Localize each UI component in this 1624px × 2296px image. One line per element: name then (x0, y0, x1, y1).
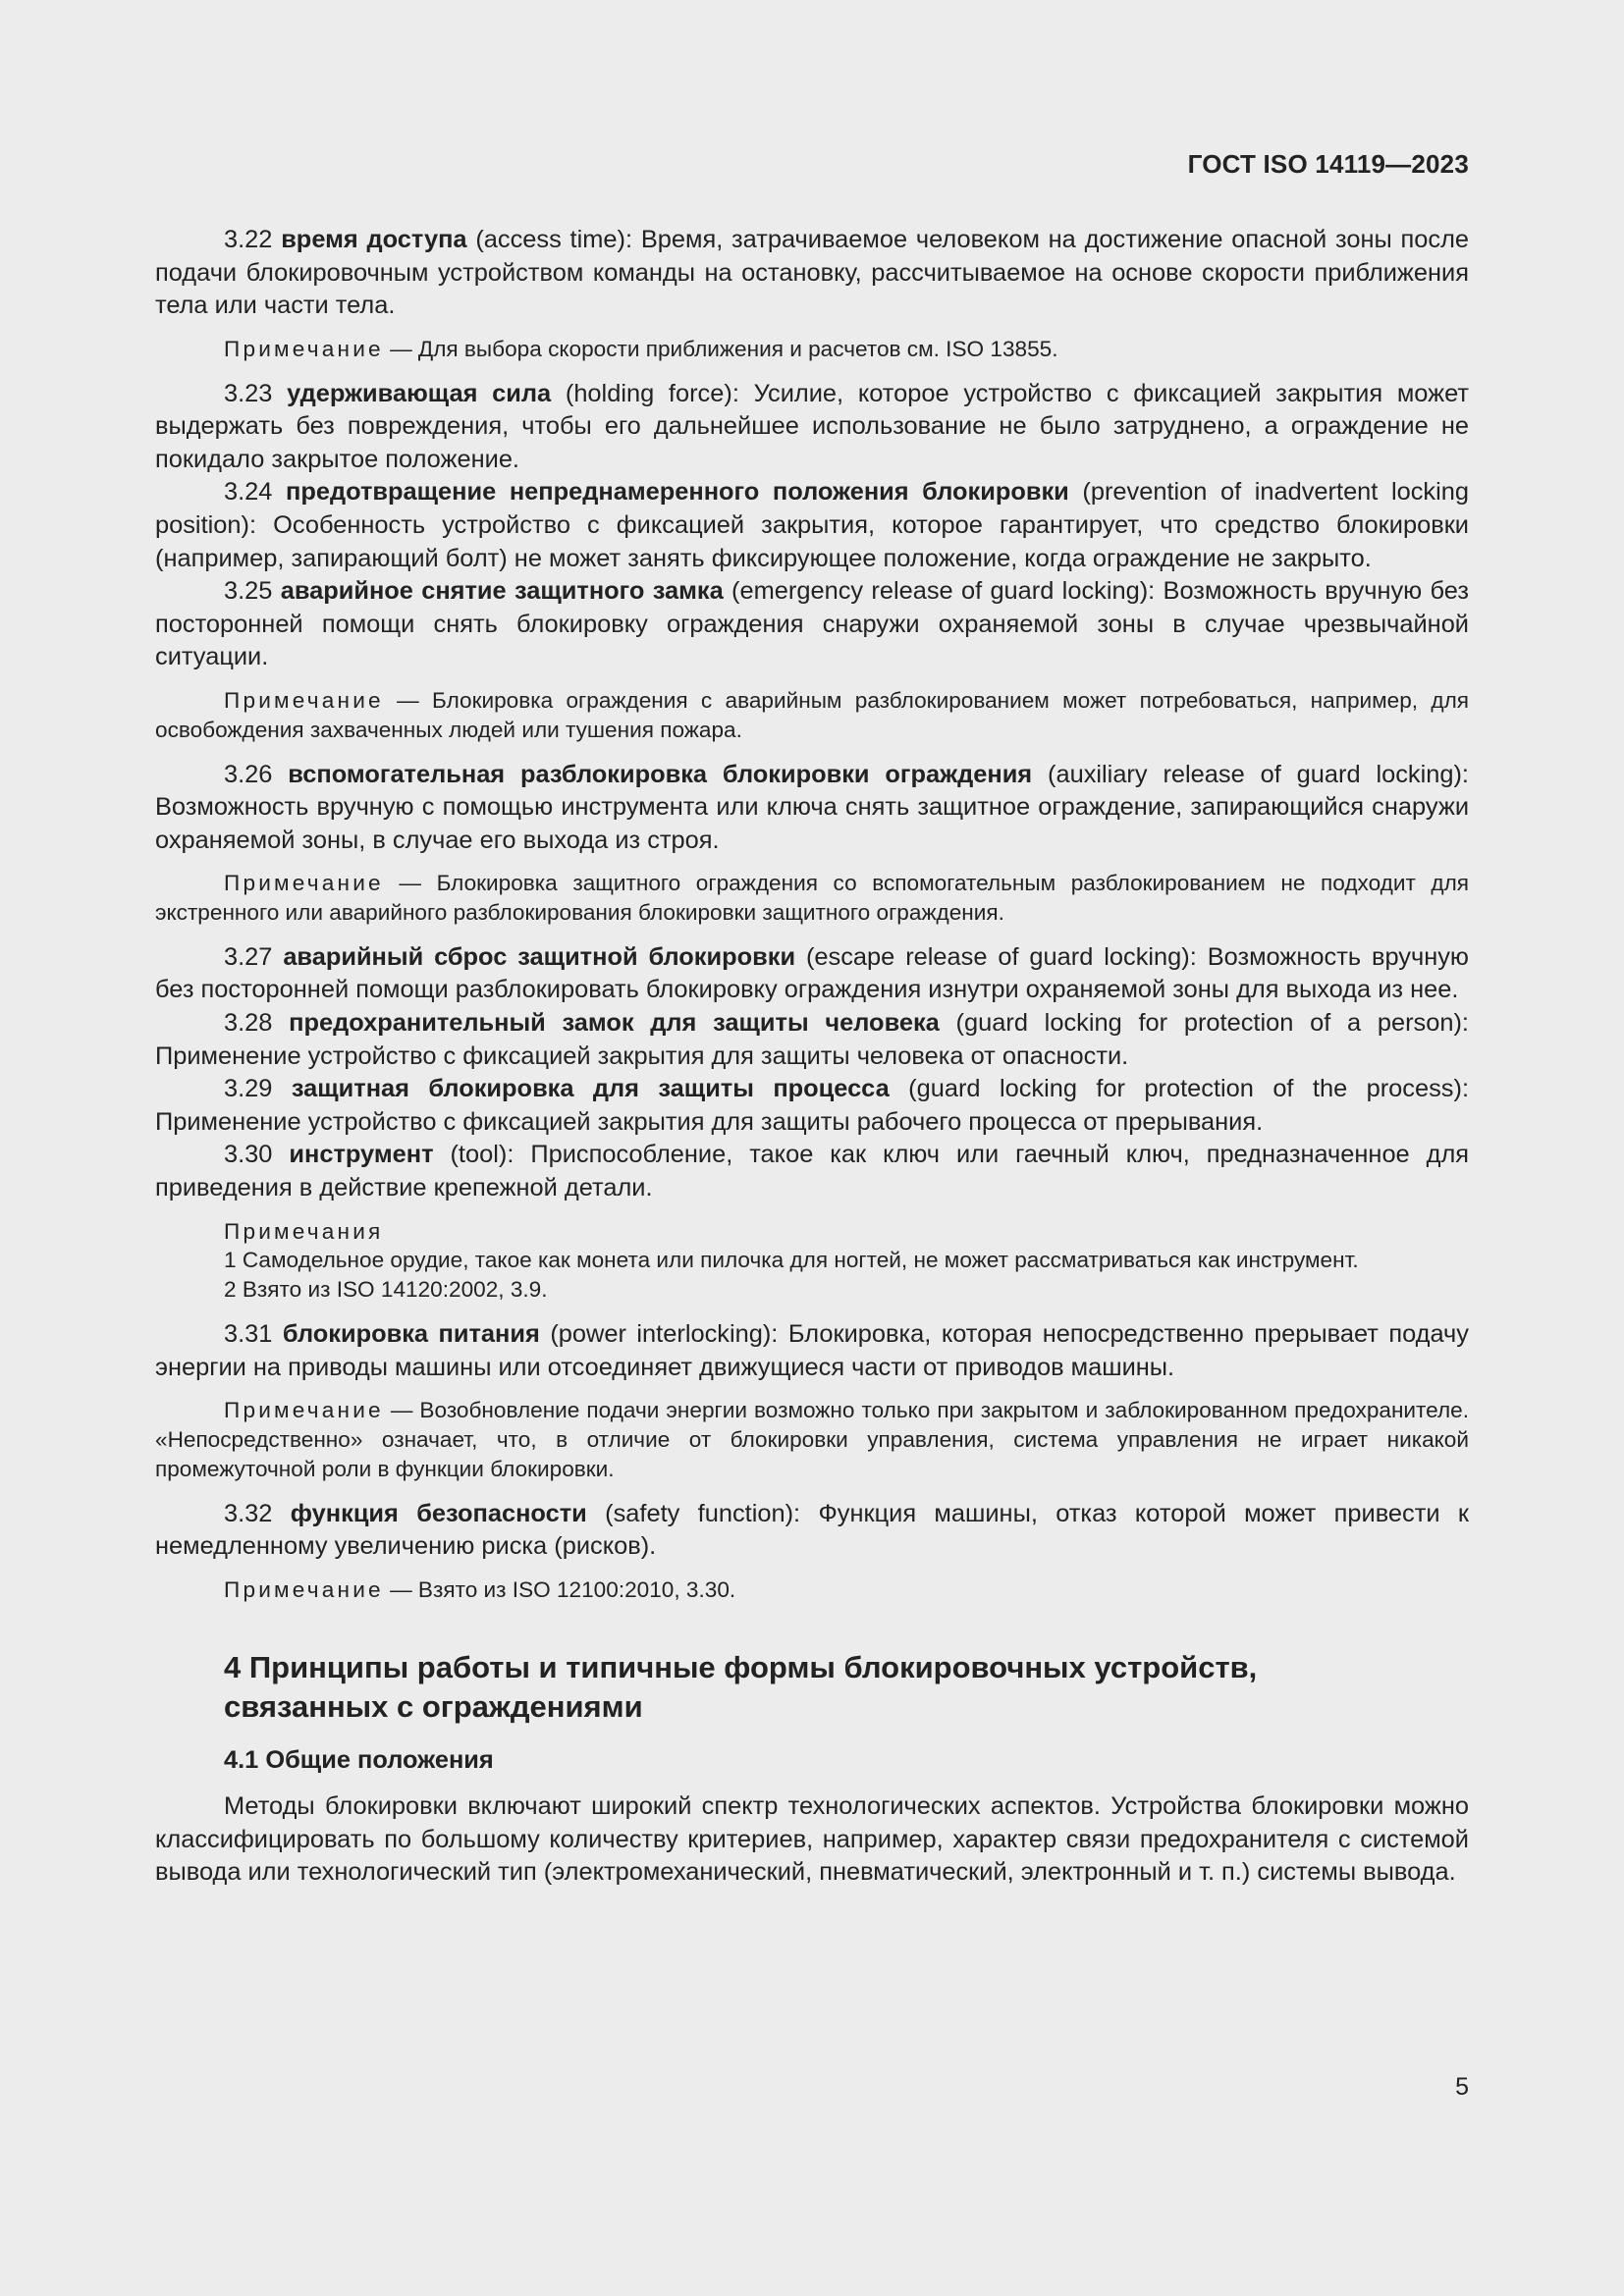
note-3-25 (155, 686, 1469, 745)
term-number: 3.27 (224, 942, 273, 971)
notes-label: Примечания (224, 1218, 384, 1244)
note-label: Примечание (224, 1398, 384, 1423)
term-english: (escape release of guard locking): (805, 942, 1197, 971)
term-3-24 (155, 476, 1469, 575)
term-english: (auxiliary release of guard locking): (1048, 760, 1469, 788)
term-3-23 (155, 378, 1469, 477)
section-4-1-paragraph: Методы блокировки включают широкий спектр технологических аспектов. Устройства блокировки можно классифицировать по большому количеству критериев, например, характер связи предохранителя с системой вывода или технологический тип (электромеханический, пневматический, электронный и т. п.) системы вывода. (155, 1792, 1469, 1887)
document-page (155, 0, 1469, 2296)
note-item-2: 2 Взято из ISO 14120:2002, 3.9. (224, 1277, 548, 1303)
note-3-22 (155, 335, 1469, 364)
term-english: (emergency release of guard locking): (731, 577, 1156, 606)
term-name: аварийный сброс защитной блокировки (283, 942, 796, 971)
term-number: 3.24 (224, 478, 273, 507)
note-label: Примечание (224, 1576, 384, 1602)
term-english: (access time): (475, 226, 633, 253)
term-english: (safety function): (605, 1499, 801, 1527)
document-code: ГОСТ ISO 14119—2023 (1187, 149, 1469, 179)
term-definition: Усилие, которое устройство с фиксацией закрытия может выдержать без повреждения, чтобы его дальнейшее использование не было затруднено, а ограждение не покидало закрытое положение. (155, 379, 1470, 473)
term-definition: Время, затрачиваемое человеком на достижение опасной зоны после подачи блокировочным устройством команды на остановку, рассчитываемое на основе скорости приближения тела или части тела. (155, 226, 1470, 320)
term-name: предотвращение непреднамеренного положения блокировки (286, 478, 1069, 507)
term-number: 3.28 (224, 1009, 273, 1038)
term-english: (guard locking for protection of a person): (955, 1009, 1469, 1038)
term-name: вспомогательная разблокировка блокировки ограждения (288, 760, 1033, 788)
subsection-4-1-title: 4.1 Общие положения (224, 1745, 494, 1774)
term-number: 3.29 (224, 1075, 273, 1103)
term-number: 3.32 (224, 1499, 273, 1527)
term-definition: Возможность вручную без посторонней помощи разблокировать блокировку ограждения изнутри охраняемой зоны для выхода из нее. (155, 942, 1469, 1004)
term-3-31 (155, 1318, 1469, 1384)
term-3-26 (155, 759, 1469, 858)
term-3-22 (155, 224, 1469, 323)
note-text: — Для выбора скорости приближения и расчетов см. ISO 13855. (390, 336, 1058, 361)
note-label: Примечание (224, 687, 384, 713)
note-text: — Возобновление подачи энергии возможно только при закрытом и заблокированном предохранителе. «Непосредственно» означает, что, в отличие от блокировки управления, система управления не играет никакой промежуточной роли в функции блокировки. (155, 1398, 1469, 1481)
term-name: время доступа (281, 226, 467, 253)
term-english: (holding force): (565, 379, 739, 407)
note-label: Примечание (224, 871, 384, 896)
term-definition: Функция машины, отказ которой может привести к немедленному увеличению риска (рисков). (155, 1499, 1469, 1561)
note-text: — Блокировка защитного ограждения со вспомогательным разблокированием не подходит для экстренного или аварийного разблокирования блокировки защитного ограждения. (155, 871, 1469, 926)
page-number: 5 (1455, 2073, 1469, 2101)
term-3-27 (155, 941, 1469, 1007)
term-definition: Возможность вручную с помощью инструмента или ключа снять защитное ограждение, запирающийся снаружи охраняемой зоны, в случае его выхода из строя. (155, 793, 1469, 854)
note-3-32 (155, 1575, 1469, 1605)
note-text: — Взято из ISO 12100:2010, 3.30. (390, 1576, 736, 1602)
term-number: 3.23 (224, 379, 273, 407)
term-definition: Возможность вручную без посторонней помощи снять блокировку ограждения снаружи охраняемой зоны в случае чрезвычайной ситуации. (155, 577, 1469, 671)
document-body (155, 224, 1469, 1890)
note-text: — Блокировка ограждения с аварийным разблокированием может потребоваться, например, для освобождения захваченных людей или тушения пожара. (155, 687, 1469, 742)
term-name: предохранительный замок для защиты человека (289, 1009, 940, 1038)
term-3-28 (155, 1007, 1469, 1073)
note-3-26 (155, 869, 1469, 928)
term-definition: Особенность устройство с фиксацией закрытия, которое гарантирует, что средство блокировки (например, запирающий болт) не может занять фиксирующее положение, когда ограждение не закрыто. (155, 510, 1469, 572)
section-4-title: 4 Принципы работы и типичные формы блокировочных устройств, связанных с ограждениями (224, 1649, 1258, 1724)
term-definition: Блокировка, которая непосредственно прерывает подачу энергии на приводы машины или отсоединяет движущиеся части от приводов машины. (155, 1320, 1469, 1381)
note-label: Примечание (224, 336, 384, 361)
term-3-30 (155, 1139, 1469, 1204)
term-name: инструмент (289, 1141, 434, 1169)
term-name: блокировка питания (282, 1320, 540, 1349)
term-number: 3.25 (224, 577, 273, 606)
note-item-1: 1 Самодельное орудие, такое как монета или пилочка для ногтей, не может рассматриваться как инструмент. (224, 1248, 1359, 1273)
term-number: 3.26 (224, 760, 273, 788)
term-name: функция безопасности (290, 1499, 587, 1527)
term-definition: Приспособление, такое как ключ или гаечный ключ, предназначенное для приведения в действие крепежной детали. (155, 1141, 1470, 1202)
term-english: (tool): (450, 1141, 514, 1169)
term-3-29 (155, 1073, 1469, 1139)
term-3-25 (155, 575, 1469, 674)
term-number: 3.30 (224, 1141, 273, 1169)
term-name: аварийное снятие защитного замка (280, 577, 724, 606)
term-3-32 (155, 1498, 1469, 1564)
term-definition: Применение устройство с фиксацией закрытия для защиты человека от опасности. (155, 1041, 1129, 1070)
term-name: защитная блокировка для защиты процесса (291, 1075, 890, 1103)
note-3-31 (155, 1396, 1469, 1483)
notes-3-30 (224, 1217, 1469, 1305)
term-english: (guard locking for protection of the process): (908, 1075, 1469, 1103)
term-name: удерживающая сила (287, 379, 552, 407)
term-number: 3.22 (224, 226, 273, 253)
term-definition: Применение устройство с фиксацией закрытия для защиты рабочего процесса от прерывания. (155, 1107, 1264, 1136)
term-number: 3.31 (224, 1320, 273, 1349)
term-english: (power interlocking): (550, 1320, 779, 1349)
term-english: (prevention of inadvertent locking position): (155, 478, 1469, 539)
